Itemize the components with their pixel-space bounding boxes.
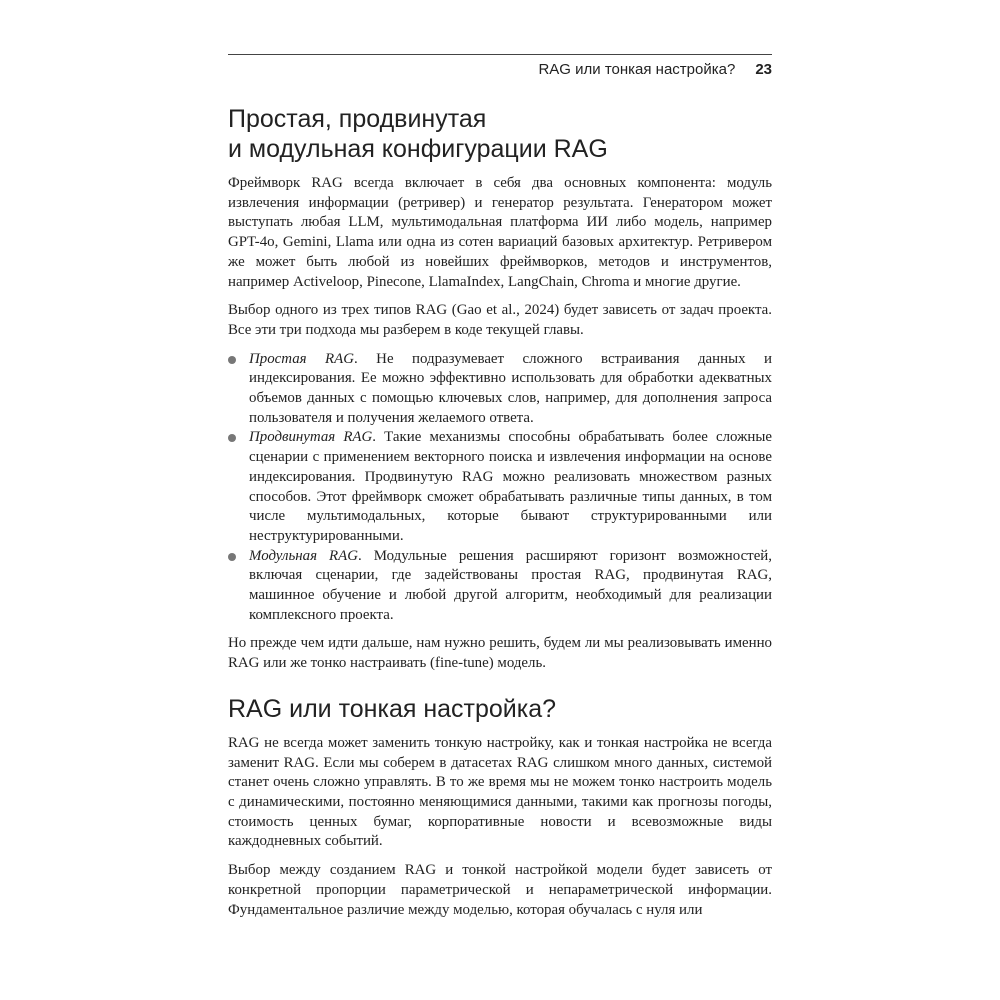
paragraph: Выбор между созданием RAG и тонкой настройкой модели будет зависеть от конкретной пропорции параметрической и непараметрической информации. Фундаментальное различие между моделью, которая обучалась с нуля или [228,862,772,918]
list-item [228,547,772,626]
list-item-term: Модульная RAG [249,547,358,564]
bullet-list [228,350,772,626]
list-item-text: . Такие механизмы способны обрабатывать более сложные сценарии с применением векторного поиска и извлечения информации на основе индексирования. Продвинутую RAG можно реализовать множеством разных способов. Этот фреймворк сможет обрабатывать различные типы данных, в том числе мультимодальных, которые бывают структурированными или неструктурированными. [249,429,773,544]
running-title: RAG или тонкая настройка? [538,61,736,78]
list-item-text: . Не подразумевает сложного встраивания данных и индексирования. Ее можно эффективно использовать для обработки адекватных объемов данных с помощью ключевых слов, например, для дополнения запроса пользователя и получения желаемого ответа. [249,350,772,426]
bullet-icon [228,356,236,364]
list-item [228,350,772,429]
list-item-term: Продвинутая RAG [249,429,373,446]
section-heading-line-1: Простая, продвинутая [228,105,487,133]
bullet-icon [228,553,236,561]
page-number: 23 [755,61,772,78]
page-content [228,104,772,929]
section-heading: RAG или тонкая настройка? [228,694,557,723]
running-header [538,61,772,78]
header-rule [228,54,772,55]
section-heading-line-2: и модульная конфигурации RAG [228,135,608,163]
paragraph: RAG не всегда может заменить тонкую настройку, как и тонкая настройка не всегда заменит RAG. Если мы соберем в датасетах RAG слишком много данных, системой станет очень сложно управлять. В то же время мы не можем тонко настроить модель с динамическими, постоянно меняющимися данными, такими как прогнозы погоды, стоимость ценных бумаг, корпоративные новости и всевозможные виды каждодневных событий. [228,734,772,850]
list-item [228,428,772,546]
section-heading [228,104,772,164]
list-item-term: Простая RAG [249,350,354,367]
bullet-icon [228,434,236,442]
list-item-text: . Модульные решения расширяют горизонт возможностей, включая сценарии, где задействованы простая RAG, продвинутая RAG, машинное обучение и любой другой алгоритм, необходимый для реализации комплексного проекта. [249,547,772,623]
paragraph: Но прежде чем идти дальше, нам нужно решить, будем ли мы реализовывать именно RAG или же тонко настраивать (fine-tune) модель. [228,635,772,672]
paragraph: Выбор одного из трех типов RAG (Gao et al., 2024) будет зависеть от задач проекта. Все эти три подхода мы разберем в коде текущей главы. [228,302,772,338]
paragraph: Фреймворк RAG всегда включает в себя два основных компонента: модуль извлечения информации (ретривер) и генератор результата. Генератором может выступать любая LLM, мультимодальная платформа ИИ либо модель, например GPT-4o, Gemini, Llama или одна из сотен вариаций базовых архитектур. Ретривером же может быть любой из новейших фреймворков, методов и инструментов, например Activeloop, Pinecone, LlamaIndex, LangChain, Chroma и многие другие. [228,175,772,290]
